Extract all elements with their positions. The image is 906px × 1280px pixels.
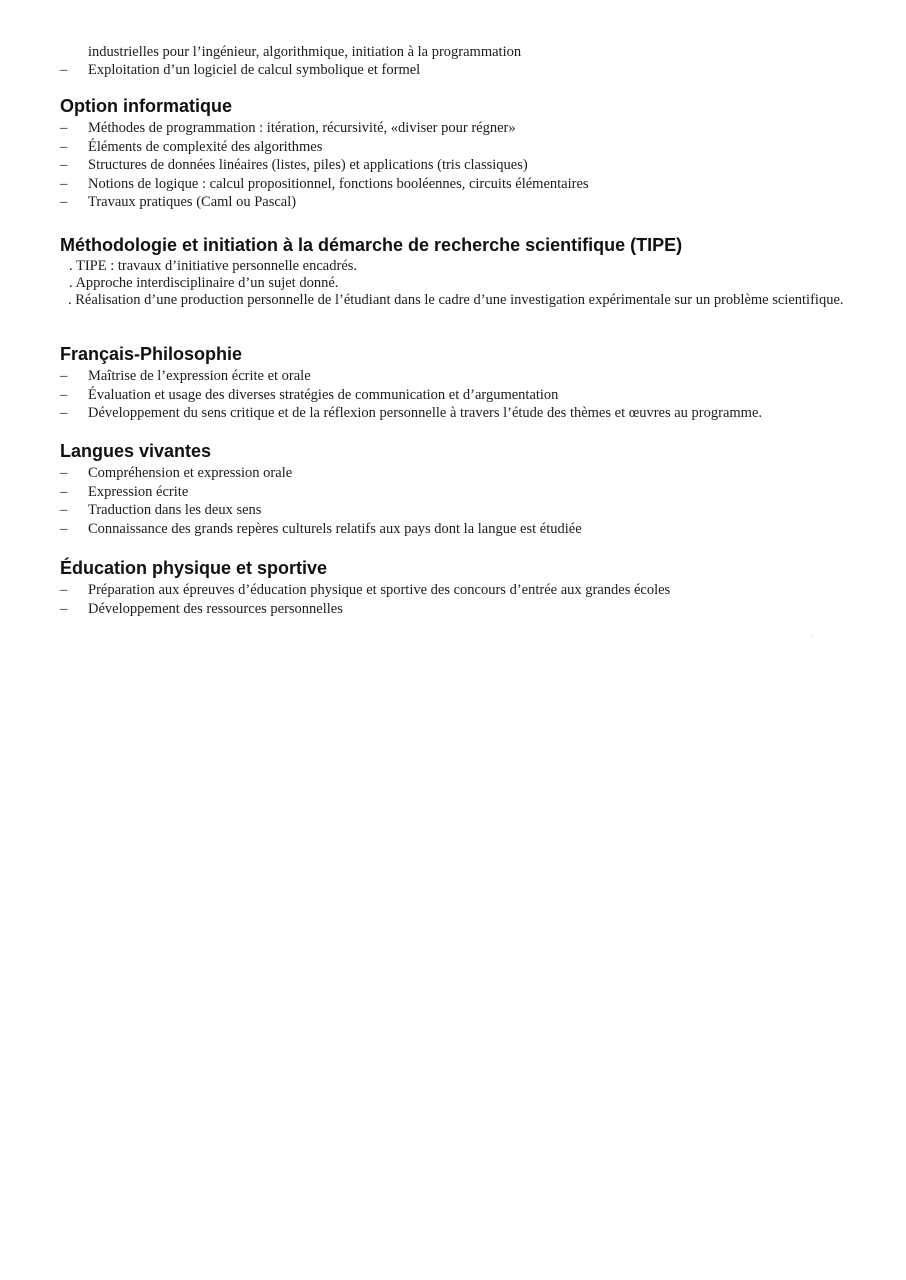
dash-bullet: – <box>60 502 68 518</box>
dash-bullet: – <box>60 368 68 384</box>
item-list <box>60 119 860 212</box>
continuation-list <box>60 61 860 80</box>
section-title: Méthodologie et initiation à la démarche de recherche scientifique (TIPE) <box>60 235 683 255</box>
list-item: – Travaux pratiques (Caml ou Pascal) <box>60 194 297 210</box>
dash-bullet: – <box>60 465 68 481</box>
dash-bullet: – <box>60 175 68 192</box>
list-item: – Éléments de complexité des algorithmes <box>60 138 323 155</box>
scan-speck <box>812 636 813 637</box>
continuation-line: industrielles pour l’ingénieur, algorithmique, initiation à la programmation <box>88 44 522 60</box>
dash-bullet: – <box>60 138 68 155</box>
section-title: Langues vivantes <box>60 441 212 461</box>
dash-bullet: – <box>60 62 68 78</box>
item-list <box>60 258 860 309</box>
list-item: – Structures de données linéaires (listes, piles) et applications (tris classiques) <box>60 157 528 173</box>
list-item: – Connaissance des grands repères culturels relatifs aux pays dont la langue est étudiée <box>60 520 582 537</box>
section-tipe <box>60 234 860 309</box>
list-item: – Développement du sens critique et de la réflexion personnelle à travers l’étude des thèmes et œuvres au programme. <box>60 405 763 421</box>
continuation-list-wrap <box>60 61 860 80</box>
section-title: Éducation physique et sportive <box>60 558 328 578</box>
item-list <box>60 367 860 423</box>
list-item: – Compréhension et expression orale <box>60 465 293 481</box>
list-item: – Expression écrite <box>60 483 189 500</box>
section-education-physique <box>60 557 860 618</box>
dash-bullet: – <box>60 483 68 500</box>
item-list <box>60 464 860 538</box>
dash-bullet: – <box>60 157 68 173</box>
list-item: – Développement des ressources personnelles <box>60 600 343 617</box>
list-item: – Évaluation et usage des diverses stratégies de communication et d’argumentation <box>60 386 559 403</box>
dash-bullet: – <box>60 582 68 598</box>
list-item: . Approche interdisciplinaire d’un sujet donné. <box>69 275 339 291</box>
section-langues-vivantes <box>60 440 860 538</box>
list-item: – Méthodes de programmation : itération, récursivité, «diviser pour régner» <box>60 120 516 136</box>
dash-bullet: – <box>60 194 68 210</box>
section-title: Option informatique <box>60 96 232 116</box>
dash-bullet: – <box>60 405 68 421</box>
list-item: – Maîtrise de l’expression écrite et orale <box>60 368 311 384</box>
section-title: Français-Philosophie <box>60 344 243 364</box>
list-item: – Notions de logique : calcul propositionnel, fonctions booléennes, circuits élémentaires <box>60 175 589 192</box>
list-item: – Exploitation d’un logiciel de calcul symbolique et formel <box>60 62 421 78</box>
section-francais-philosophie <box>60 343 860 423</box>
dash-bullet: – <box>60 520 68 537</box>
list-item: – Préparation aux épreuves d’éducation physique et sportive des concours d’entrée aux grandes écoles <box>60 582 671 598</box>
item-list <box>60 581 860 618</box>
list-item: . TIPE : travaux d’initiative personnelle encadrés. <box>69 258 358 274</box>
list-item: . Réalisation d’une production personnelle de l’étudiant dans le cadre d’une investigation expérimentale sur un problème scientifique. <box>68 292 844 308</box>
list-item: – Traduction dans les deux sens <box>60 502 262 518</box>
dash-bullet: – <box>60 386 68 403</box>
dash-bullet: – <box>60 600 68 617</box>
section-option-informatique <box>60 95 860 212</box>
dash-bullet: – <box>60 120 68 136</box>
